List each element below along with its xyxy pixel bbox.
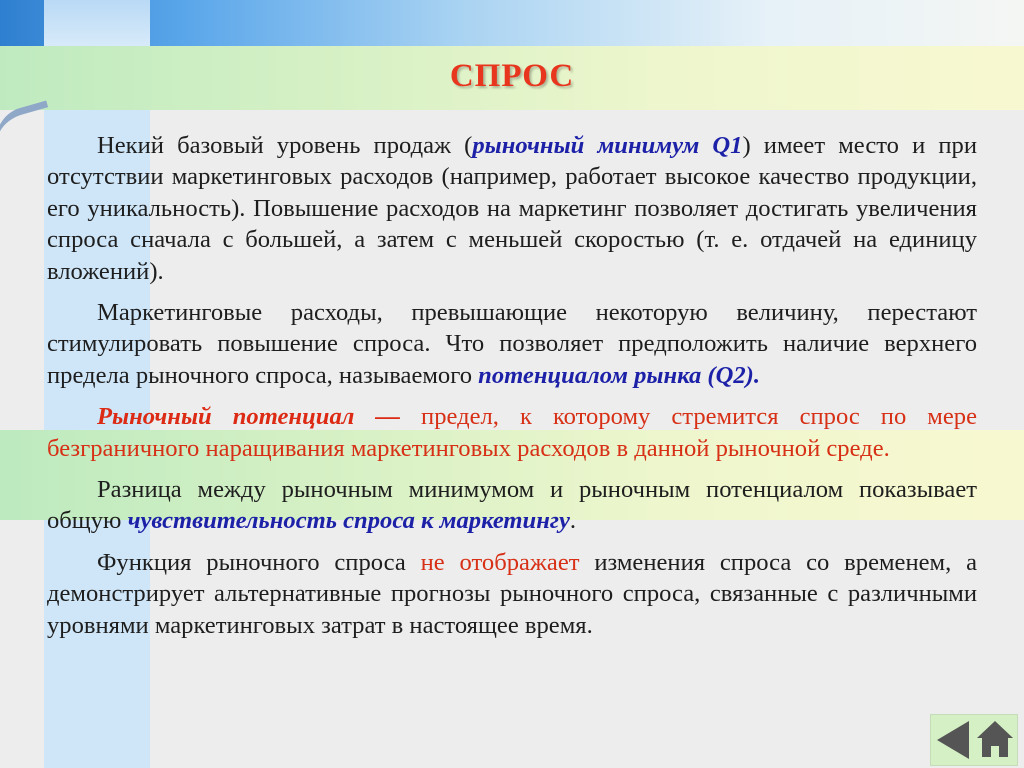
term-market-minimum: рыночный минимум Q1	[472, 132, 743, 159]
paragraph-sensitivity: Разница между рыночным минимумом и рыночным потенциалом показывает общую чувствительность спроса к маркетингу.	[47, 476, 977, 535]
paragraph-definition: Рыночный потенциал — предел, к которому стремится спрос по мере безграничного наращивания маркетинговых расходов в данной рыночной среде.	[47, 403, 977, 462]
back-arrow-icon[interactable]	[937, 721, 969, 759]
home-icon[interactable]	[977, 721, 1013, 759]
term-market-potential: потенциалом рынка (Q2).	[478, 361, 761, 389]
paragraph-market-minimum: Некий базовый уровень продаж (рыночный минимум Q1) имеет место и при отсутствии маркетинговых расходов (например, работает высокое качество продукции, его уникальность). Повышение расходов на маркетинг позволяет достигать увеличения спроса сначала с большей, а затем с меньшей скоростью (т. е. отдачей на единицу вложений).	[47, 132, 977, 285]
home-roof	[977, 721, 1013, 738]
slide-body	[47, 130, 977, 641]
term-not-displays: не отображает	[420, 548, 580, 576]
navigation-panel	[930, 714, 1018, 766]
slide-title: СПРОС	[449, 58, 575, 94]
term-definition: Рыночный потенциал —	[97, 403, 400, 431]
home-door	[991, 746, 999, 757]
term-sensitivity: чувствительность спроса к маркетингу	[127, 507, 570, 535]
paragraph-demand-function: Функция рыночного спроса не отображает изменения спроса со временем, а демонстрирует альтернативные прогнозы рыночного спроса, связанные с различными уровнями маркетинговых затрат в настоящее время.	[47, 548, 978, 639]
top-gradient-band	[0, 0, 1024, 48]
left-stripe-top	[44, 0, 150, 48]
paragraph-market-potential: Маркетинговые расходы, превышающие некоторую величину, перестают стимулировать повышение спроса. Что позволяет предположить наличие верхнего предела рыночного спроса, называемого потенциалом рынка (Q2).	[47, 299, 977, 389]
